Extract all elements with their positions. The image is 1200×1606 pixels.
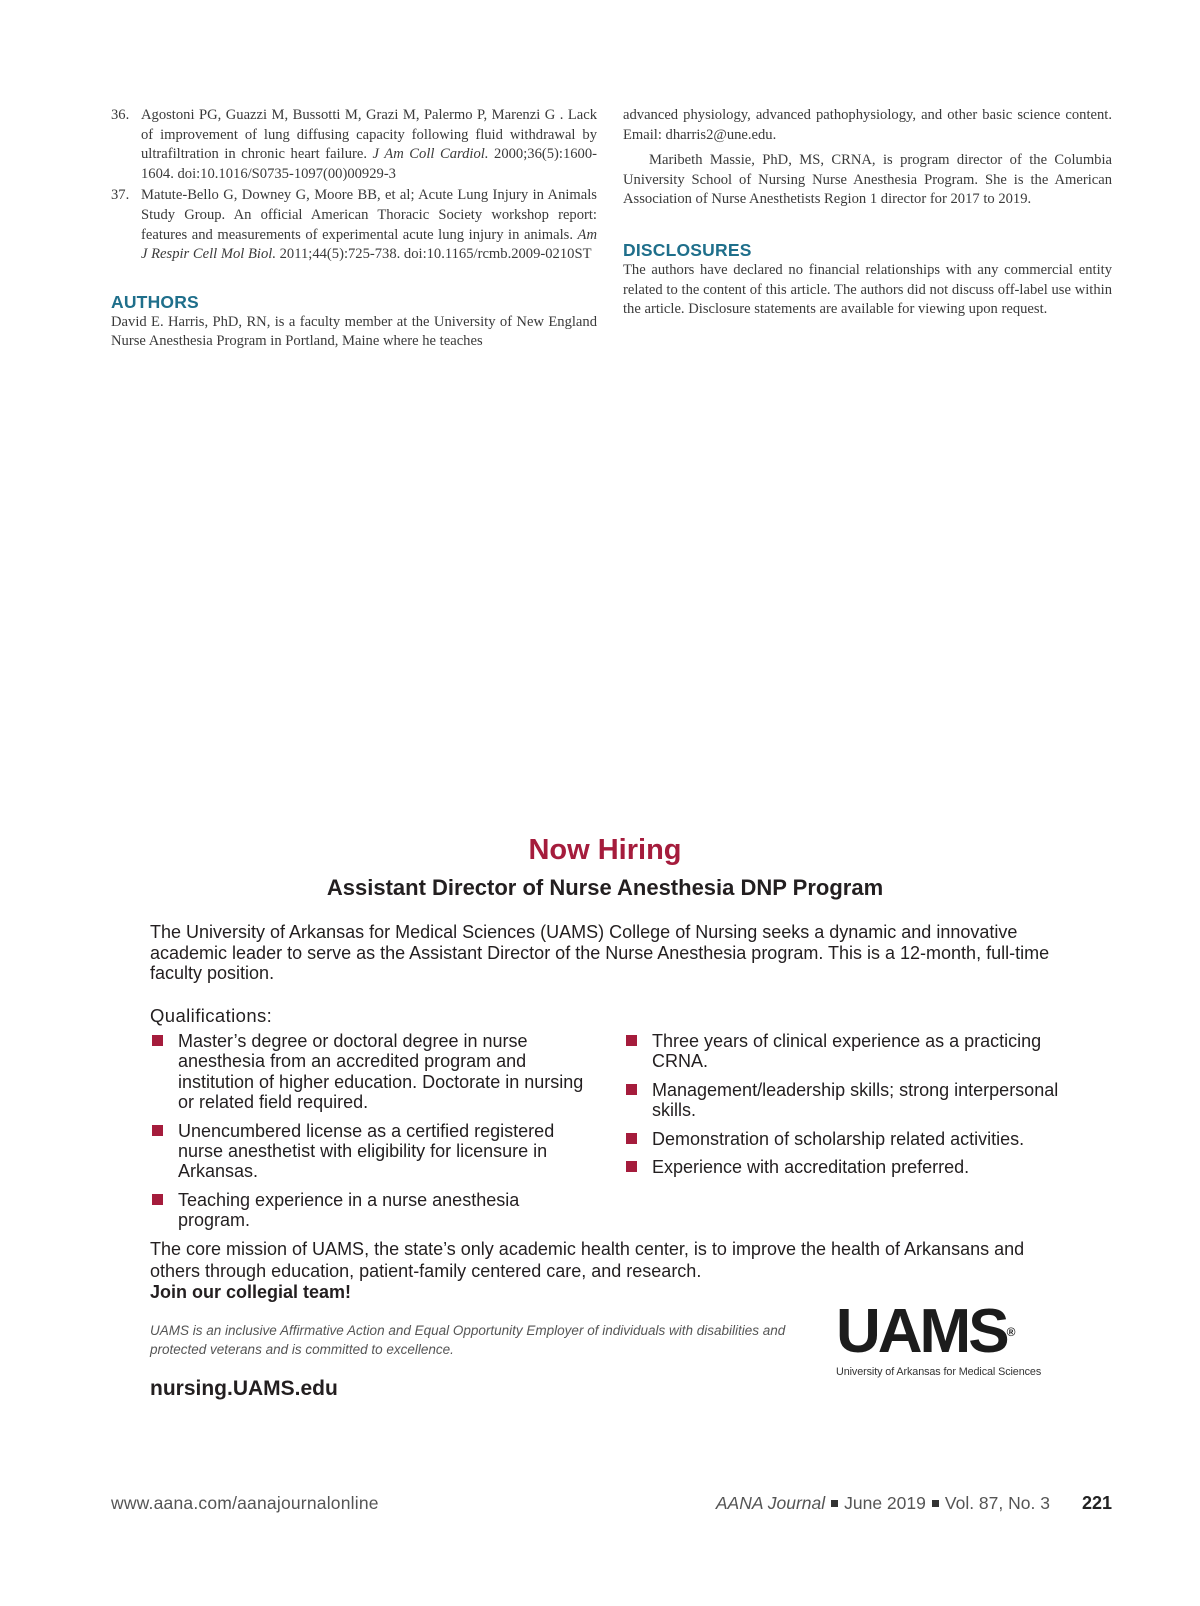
list-item: Master’s degree or doctoral degree in nurse anesthesia from an accredited program and institution of higher education. Doctorate in nursing or related field required.: [150, 1031, 590, 1113]
reference-text: Agostoni PG, Guazzi M, Bussotti M, Grazi M, Palermo P, Marenzi G . Lack of improvement of lung diffusing capacity following fluid withdrawal by ultrafiltration in chronic heart failure. J Am Coll Cardiol. 2000;36(5):1600-1604. doi:10.1016/S0735-1097(00)00929-3: [141, 107, 597, 182]
square-bullet-icon: [152, 1035, 163, 1046]
square-bullet-icon: [626, 1084, 637, 1095]
author-harris-bio: David E. Harris, PhD, RN, is a faculty member at the University of New England Nurse Anesthesia Program in Portland, Maine where he teaches: [111, 313, 597, 350]
square-bullet-icon: [626, 1161, 637, 1172]
disclosures-text: The authors have declared no financial relationships with any commercial entity related to the content of this article. The authors did not discuss off-label use within the article. Disclosure statements are available for viewing upon request.: [623, 261, 1112, 318]
authors-heading: AUTHORS: [111, 291, 199, 312]
journal-name: J Am Coll Cardiol.: [372, 146, 489, 163]
list-item: Demonstration of scholarship related activities.: [624, 1129, 1064, 1149]
square-bullet-icon: [152, 1194, 163, 1205]
ad-mission: The core mission of UAMS, the state’s only academic health center, is to improve the health of Arkansans and others through education, patient-family centered care, and research.: [150, 1239, 1025, 1281]
reference-number: 36.: [111, 107, 130, 123]
ad-title: Now Hiring: [528, 834, 682, 866]
author-harris-bio-continued: advanced physiology, advanced pathophysiology, and other basic science content. Email: dharris2@une.edu.: [623, 107, 1112, 143]
uams-logo-subtitle: University of Arkansas for Medical Sciences: [836, 1366, 1042, 1378]
separator-icon: [831, 1500, 838, 1507]
list-item: Unencumbered license as a certified registered nurse anesthetist with eligibility for licensure in Arkansas.: [150, 1121, 590, 1182]
list-item: Experience with accreditation preferred.: [624, 1157, 1064, 1177]
qualifications-heading: Qualifications:: [150, 1005, 273, 1026]
separator-icon: [932, 1500, 939, 1507]
author-massie-bio: Maribeth Massie, PhD, MS, CRNA, is program director of the Columbia University School of Nursing Nurse Anesthesia Program. She is the American Association of Nurse Anesthetists Region 1 director for 2017 to 2019.: [623, 152, 1112, 208]
reference-number: 37.: [111, 187, 130, 204]
journal-name: Am J Respir Cell Mol Biol.: [141, 226, 597, 263]
uams-logo-wordmark: UAMS®: [836, 1297, 1016, 1366]
footer-citation: [716, 1491, 1112, 1515]
ad-website-link[interactable]: nursing.UAMS.edu: [150, 1377, 338, 1400]
square-bullet-icon: [626, 1133, 637, 1144]
qualifications-list-left: [150, 1031, 590, 1239]
reference-36: [111, 106, 597, 184]
footer-date: June 2019: [844, 1493, 926, 1513]
ad-subtitle: Assistant Director of Nurse Anesthesia DNP Program: [326, 875, 884, 900]
ad-intro: The University of Arkansas for Medical Sciences (UAMS) College of Nursing seeks a dynamic and innovative academic leader to serve as the Assistant Director of the Nurse Anesthesia program. This is a 12-month, full-time faculty position.: [150, 922, 1050, 983]
qualifications-list-right: [624, 1031, 1064, 1185]
list-item: Management/leadership skills; strong interpersonal skills.: [624, 1080, 1064, 1121]
reference-text: Matute-Bello G, Downey G, Moore BB, et al; Acute Lung Injury in Animals Study Group. An official American Thoracic Society workshop report: features and measurements of experimental acute lung injury in animals. Am J Respir Cell Mol Biol. 2011;44(5):725-738. doi:10.1165/rcmb.2009-0210ST: [141, 187, 597, 263]
left-column: [111, 106, 597, 352]
right-column: [623, 106, 1112, 320]
disclosures-heading: DISCLOSURES: [623, 239, 752, 260]
ad-eeo-statement: UAMS is an inclusive Affirmative Action and Equal Opportunity Employer of individuals with disabilities and protected veterans and is committed to excellence.: [150, 1323, 786, 1357]
uams-logo: [836, 1297, 1062, 1379]
footer-journal: AANA Journal: [715, 1493, 826, 1513]
ad-join-callout: Join our collegial team!: [150, 1282, 352, 1302]
reference-37: [111, 186, 597, 264]
list-item: Teaching experience in a nurse anesthesia program.: [150, 1190, 590, 1231]
square-bullet-icon: [152, 1125, 163, 1136]
square-bullet-icon: [626, 1035, 637, 1046]
footer-url[interactable]: www.aana.com/aanajournalonline: [111, 1493, 379, 1513]
list-item: Three years of clinical experience as a practicing CRNA.: [624, 1031, 1064, 1072]
page-number: 221: [1081, 1493, 1112, 1513]
footer-volume: Vol. 87, No. 3: [944, 1493, 1050, 1513]
